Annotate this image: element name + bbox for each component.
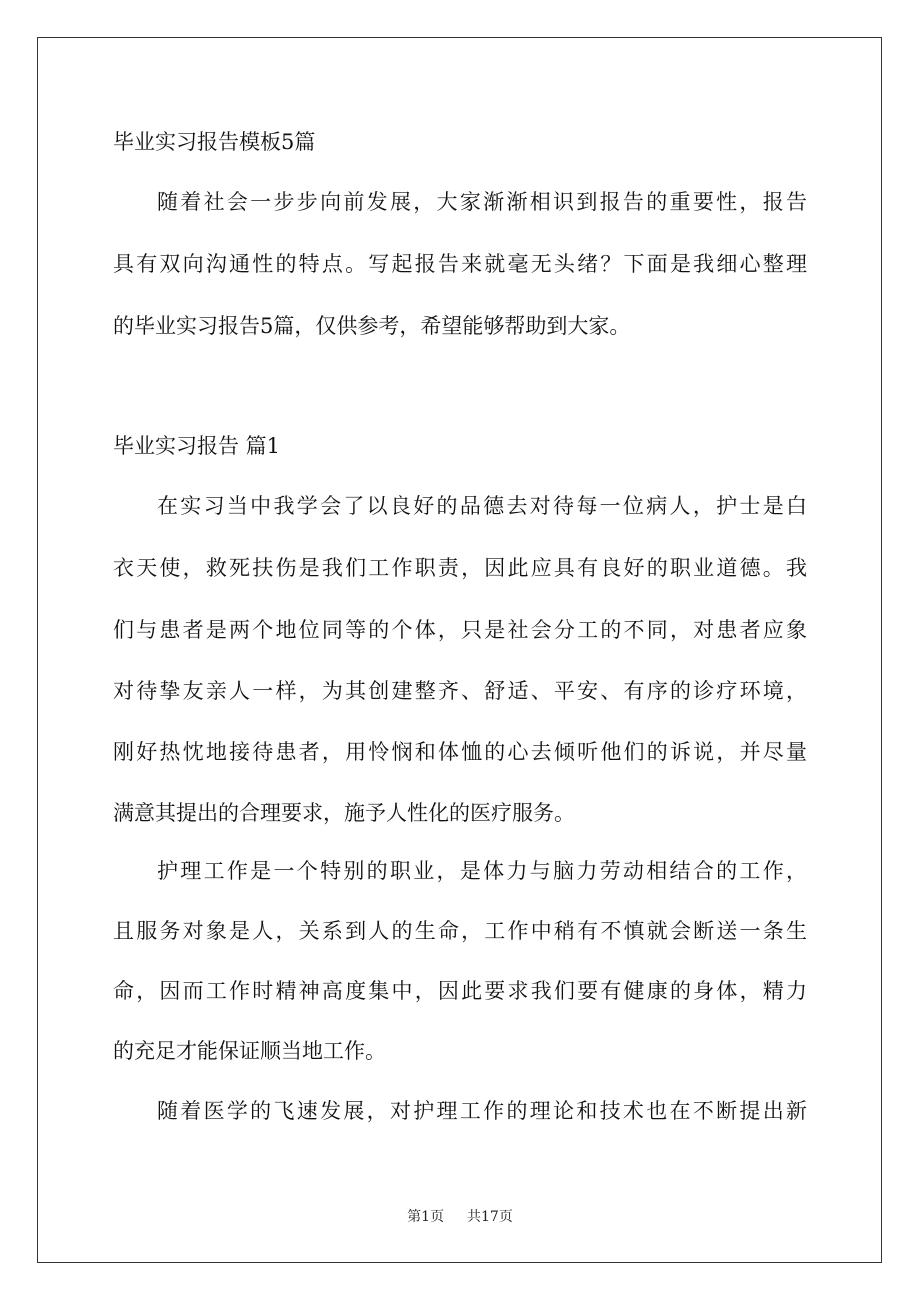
page-footer [0,1206,920,1226]
intro-line-2: 具有双向沟通性的特点。写起报告来就毫无头绪？下面是我细心整理 [113,252,807,276]
para1-line-3: 们与患者是两个地位同等的个体，只是社会分工的不同，对患者应象 [113,618,807,642]
para2-line-2: 且服务对象是人，关系到人的生命，工作中稍有不慎就会断送一条生 [113,919,807,943]
para1-line-1: 在实习当中我学会了以良好的品德去对待每一位病人，护士是白 [157,494,807,518]
page-total: 共17页 [467,1209,513,1225]
page-number: 第1页 [407,1209,445,1225]
intro-line-3: 的毕业实习报告5篇，仅供参考，希望能够帮助到大家。 [113,314,631,338]
intro-line-1: 随着社会一步步向前发展，大家渐渐相识到报告的重要性，报告 [157,190,807,214]
para1-line-2: 衣天使，救死扶伤是我们工作职责，因此应具有良好的职业道德。我 [113,556,807,580]
para3-line-1: 随着医学的飞速发展，对护理工作的理论和技术也在不断提出新 [157,1099,807,1123]
para1-line-4: 对待挚友亲人一样，为其创建整齐、舒适、平安、有序的诊疗环境， [113,679,807,703]
document-title: 毕业实习报告模板5篇 [113,130,316,154]
para1-line-5: 刚好热忱地接待患者，用怜悯和体恤的心去倾听他们的诉说，并尽量 [113,740,807,764]
para2-line-1: 护理工作是一个特别的职业，是体力与脑力劳动相结合的工作， [157,859,807,883]
section-heading: 毕业实习报告 篇1 [113,434,281,458]
page-border [37,37,882,1263]
para2-line-3: 命，因而工作时精神高度集中，因此要求我们要有健康的身体，精力 [113,979,807,1003]
para2-line-4: 的充足才能保证顺当地工作。 [113,1039,386,1063]
para1-line-6: 满意其提出的合理要求，施予人性化的医疗服务。 [113,801,575,825]
